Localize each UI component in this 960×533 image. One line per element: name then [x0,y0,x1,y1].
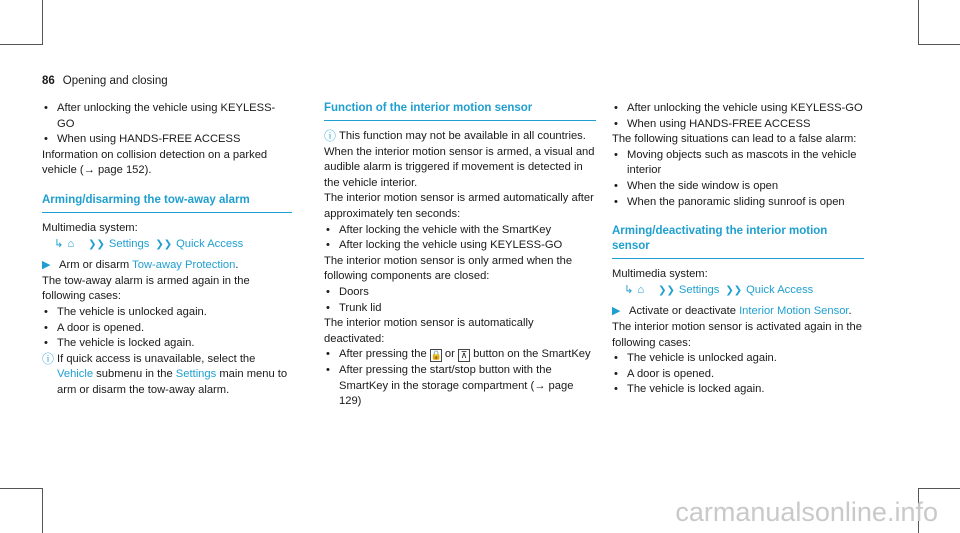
crop-mark [918,0,919,45]
double-chevron-icon: ❯❯ [658,284,675,296]
column-right [612,101,864,398]
interior-motion-sensor-link[interactable]: Interior Motion Sensor [739,305,849,318]
crop-mark [42,488,43,533]
list-item: • When using HANDS-FREE ACCESS [612,117,864,133]
crop-mark [0,488,43,489]
list-item: • When using HANDS-FREE ACCESS [42,132,292,148]
list-item: • After unlocking the vehicle using KEYLESS-GO [42,101,292,132]
paragraph: The following situations can lead to a false alarm: [612,133,857,146]
watermark: carmanualsonline.info [675,497,938,527]
paragraph: The interior motion sensor is only armed when the following components are closed: [324,254,573,283]
info-icon: ⓘ [324,129,337,143]
page-header [42,74,168,90]
page-number: 86 [42,75,55,87]
list-item: • After pressing the 🔒 or ⊼ button on the SmartKey [324,347,596,363]
note: ⓘ If quick access is unavailable, select the Vehicle submenu in the Settings main menu to arm or disarm the tow-away alarm. [42,351,288,396]
page-title: Opening and closing [62,75,168,87]
list-item: • Moving objects such as mascots in the vehicle interior [612,148,864,179]
menu-path [42,237,292,253]
menu-path [612,283,864,299]
section-heading: Function of the interior motion sensor [324,101,596,121]
settings-link[interactable]: Settings [108,237,150,250]
quick-access-link[interactable]: Quick Access [176,237,244,250]
list-item: • The vehicle is unlocked again. [42,305,292,321]
list-item: • The vehicle is locked again. [612,382,864,398]
section-heading: Arming/deactivating the interior motion sensor [612,224,864,259]
step: ▶ Activate or deactivate Interior Motion Sensor. [612,304,864,320]
crop-mark [918,488,960,489]
paragraph: The interior motion sensor is activated again in the following cases: [612,320,862,349]
section-heading: Arming/disarming the tow-away alarm [42,193,292,213]
turn-arrow-icon: ↳ [54,237,64,250]
list-item: • After locking the vehicle with the SmartKey [324,223,596,239]
step-arrow-icon: ▶ [42,259,51,272]
list-item: • A door is opened. [42,321,292,337]
multimedia-label: Multimedia system: [42,221,138,234]
crop-mark [0,44,43,45]
home-icon: ⌂ [67,237,75,250]
step: ▶ Arm or disarm Tow-away Protection. [42,258,292,274]
turn-arrow-icon: ↳ [624,283,634,296]
quick-access-link[interactable]: Quick Access [746,283,814,296]
list-item: • Doors [324,285,596,301]
vehicle-link[interactable]: Vehicle [57,368,94,381]
list-item: • The vehicle is unlocked again. [612,351,864,367]
trunk-button-icon: ⊼ [458,349,470,362]
info-icon: ⓘ [42,351,55,366]
list-item: • After locking the vehicle using KEYLESS-GO [324,238,596,254]
crop-mark [918,44,960,45]
paragraph: The interior motion sensor is automatically deactivated: [324,317,534,345]
list-item: • A door is opened. [612,367,864,383]
paragraph: When the interior motion sensor is armed, a visual and audible alarm is triggered if movement is detected in the vehicle interior. [324,145,595,189]
column-middle [324,101,596,410]
settings-link[interactable]: Settings [678,283,720,296]
column-left [42,101,292,399]
lock-button-icon: 🔒 [430,350,443,361]
note: ⓘ This function may not be available in all countries. [324,129,586,143]
double-chevron-icon: ❯❯ [155,238,173,250]
settings-link[interactable]: Settings [175,368,217,381]
step-arrow-icon: ▶ [612,305,621,318]
list-item: • Trunk lid [324,301,596,317]
list-item: • After pressing the start/stop button with the SmartKey in the storage compartment (→ page 129) [324,363,596,410]
list-item: • The vehicle is locked again. [42,336,292,352]
double-chevron-icon: ❯❯ [725,284,743,296]
double-chevron-icon: ❯❯ [88,238,105,250]
paragraph: Information on collision detection on a parked vehicle (→ page 152). [42,148,268,177]
paragraph: The tow-away alarm is armed again in the following cases: [42,274,250,303]
list-item: • After unlocking the vehicle using KEYLESS-GO [612,101,864,117]
crop-mark [42,0,43,45]
list-item: • When the panoramic sliding sunroof is open [612,195,864,211]
list-item: • When the side window is open [612,179,864,195]
multimedia-label: Multimedia system: [612,268,708,281]
paragraph: The interior motion sensor is armed automatically after approximately ten seconds: [324,192,594,220]
tow-away-protection-link[interactable]: Tow-away Protection [132,259,236,272]
home-icon: ⌂ [637,283,645,296]
